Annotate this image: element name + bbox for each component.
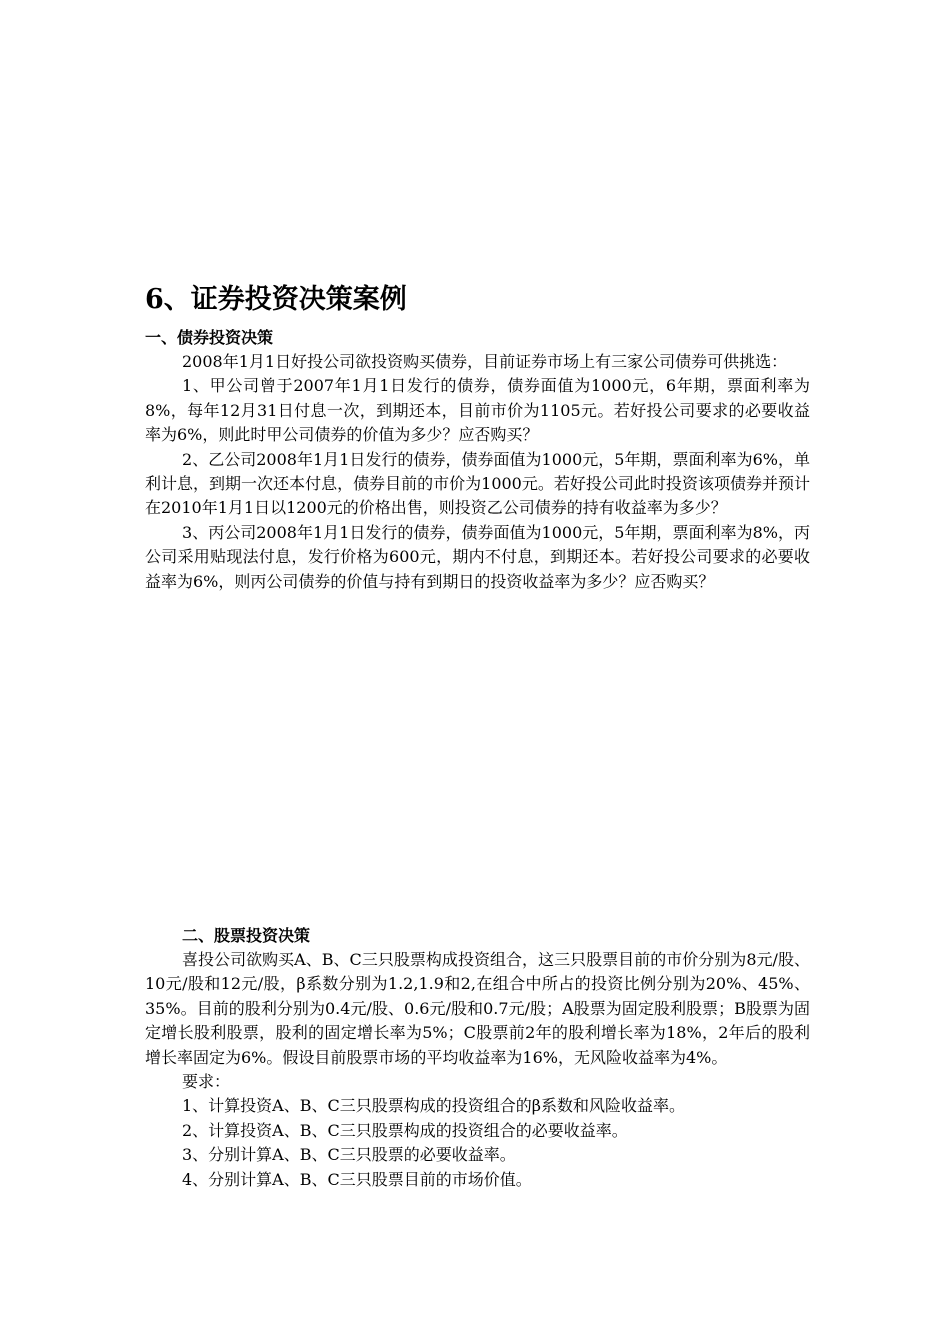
- bond-section-heading: 一、债券投资决策: [145, 328, 274, 347]
- bond-intro-paragraph: 2008年1月1日好投公司欲投资购买债券，目前证券市场上有三家公司债券可供挑选：: [182, 352, 788, 371]
- requirement-2: 2、计算投资A、B、C三只股票构成的投资组合的必要收益率。: [182, 1120, 628, 1140]
- requirements-label: 要求：: [182, 1072, 231, 1092]
- stock-section-heading: 二、股票投资决策: [182, 926, 311, 945]
- stock-body-paragraph: 喜投公司欲购买A、B、C三只股票构成投资组合，这三只股票目前的市价分别为8元/股、10元/股和12元/股，β系数分别为1.2,1.9和2,在组合中所占的投资比例分别为20%、45%、35%。目前的股利分别为0.4元/股、0.6元/股和0.7元/股；A股票为固定股利股票；B股票为固定增长股利股票，股利的固定增长率为5%；C股票前2年的股利增长率为18%，2年后的股利增长率固定为6%。假设目前股票市场的平均收益率为16%，无风险收益率为4%。: [145, 950, 810, 1067]
- bond-item-2: 2、乙公司2008年1月1日发行的债券，债券面值为1000元，5年期，票面利率为6%，单利计息，到期一次还本付息，债券目前的市价为1000元。若好投公司此时投资该项债券并预计在2010年1月1日以1200元的价格出售，则投资乙公司债券的持有收益率为多少？: [145, 449, 810, 518]
- stock-investment-section: [145, 924, 810, 1192]
- bond-item-1: 1、甲公司曾于2007年1月1日发行的债券，债券面值为1000元，6年期，票面利率为8%，每年12月31日付息一次，到期还本，目前市价为1105元。若好投公司要求的必要收益率为6%，则此时甲公司债券的价值为多少？应否购买？: [145, 376, 810, 445]
- bond-item-3: 3、丙公司2008年1月1日发行的债券，债券面值为1000元，5年期，票面利率为8%，丙公司采用贴现法付息，发行价格为600元，期内不付息，到期还本。若好投公司要求的必要收益率为6%，则丙公司债券的价值与持有到期日的投资收益率为多少？应否购买？: [145, 522, 810, 591]
- requirement-3: 3、分别计算A、B、C三只股票的必要收益率。: [182, 1145, 516, 1165]
- requirement-4: 4、分别计算A、B、C三只股票目前的市场价值。: [182, 1169, 532, 1189]
- bond-investment-section: [145, 326, 810, 594]
- document-title: 6、证券投资决策案例: [145, 284, 407, 315]
- requirement-1: 1、计算投资A、B、C三只股票构成的投资组合的β系数和风险收益率。: [182, 1096, 685, 1116]
